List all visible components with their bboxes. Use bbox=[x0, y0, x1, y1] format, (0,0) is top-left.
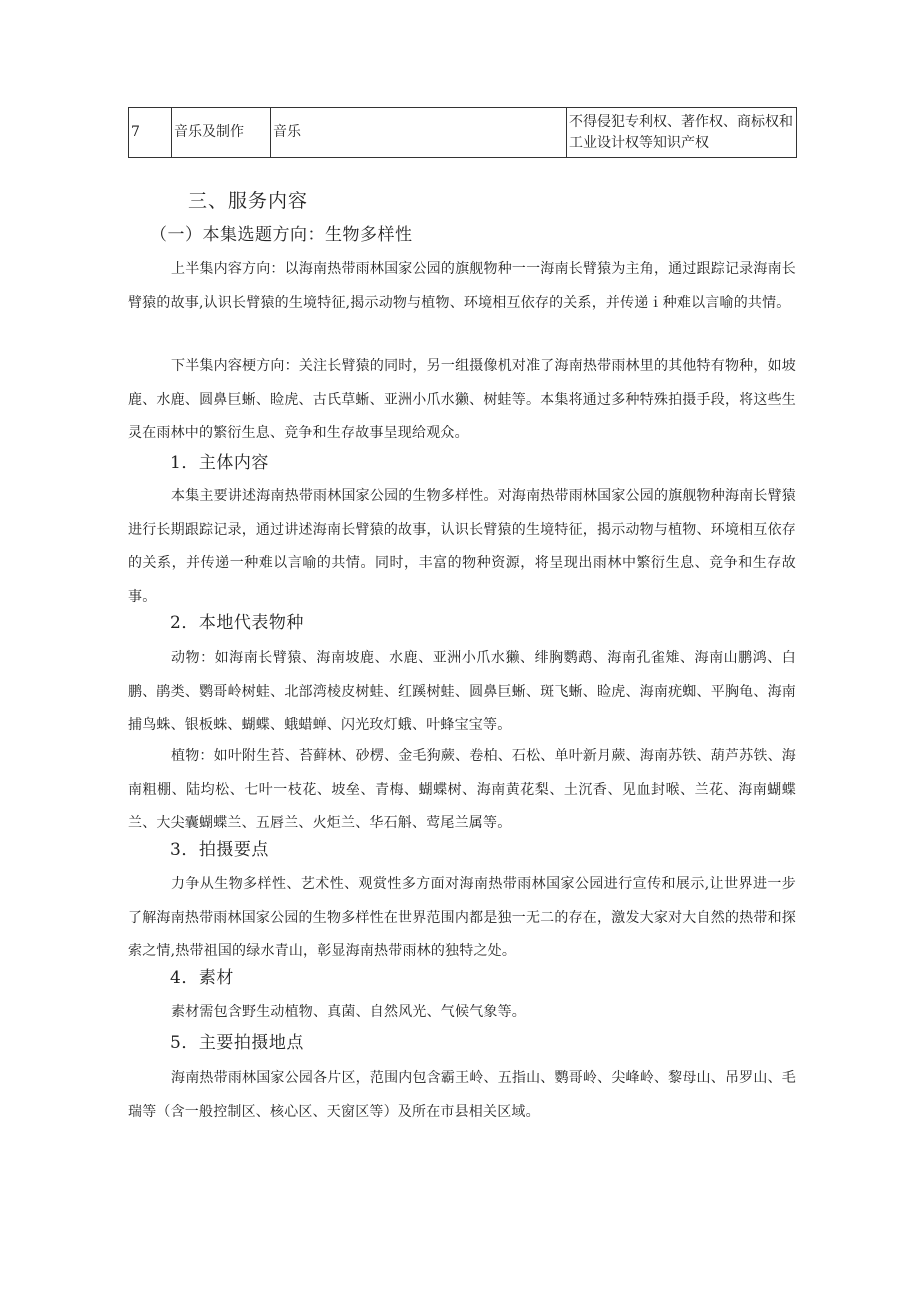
item-heading-local-species: 2．本地代表物种 bbox=[170, 613, 304, 633]
item-heading-main-content: 1．主体内容 bbox=[170, 453, 269, 473]
item-heading-locations: 5．主要拍摄地点 bbox=[170, 1033, 304, 1053]
intro-paragraph-second-half: 下半集内容梗方向：关注长臂猿的同时，另一组摄像机对准了海南热带雨林里的其他特有物种，如坡鹿、水鹿、圆鼻巨蜥、睑虎、古氏草蜥、亚洲小爪水獭、树蛙等。本集将通过多种特殊拍摄手段，将这些生灵在雨林中的繁衍生息、竞争和生存故事呈现给观众。 bbox=[128, 358, 796, 441]
subsection-title: （一）本集选题方向：生物多样性 bbox=[150, 225, 413, 245]
ip-requirements-table bbox=[128, 107, 797, 158]
section-title: 三、服务内容 bbox=[188, 190, 309, 212]
table-row bbox=[129, 108, 797, 158]
locations-paragraph: 海南热带雨林国家公园各片区，范围内包含霸王岭、五指山、鹦哥岭、尖峰岭、黎母山、吊罗山、毛瑞等（含一般控制区、核心区、天窗区等）及所在市县相关区域。 bbox=[128, 1070, 796, 1120]
intro-paragraph-first-half: 上半集内容方向：以海南热带雨林国家公园的旗舰物种一一海南长臂猿为主角，通过跟踪记录海南长臂猿的故事,认识长臂猿的生境特征,揭示动物与植物、环境相互依存的关系，并传递ｉ种难以言喻的共情。 bbox=[128, 261, 796, 311]
animals-paragraph: 动物：如海南长臂猿、海南坡鹿、水鹿、亚洲小爪水獭、绯胸鹦鹉、海南孔雀雉、海南山鹏鸿、白鹏、鹃类、鹦哥岭树蛙、北部湾棱皮树蛙、红蹊树蛙、圆鼻巨蜥、斑飞蜥、睑虎、海南疣蜘、平胸龟、海南捕鸟蛛、银板蛛、蝴蝶、蛾蜡蝉、闪光玫灯蛾、叶蜂宝宝等。 bbox=[128, 650, 796, 733]
requirement-cell: 不得侵犯专利权、著作权、商标权和工业设计权等知识产权 bbox=[567, 108, 797, 158]
materials-paragraph: 素材需包含野生动植物、真菌、自然风光、气候气象等。 bbox=[171, 1004, 526, 1020]
main-content-paragraph: 本集主要讲述海南热带雨林国家公园的生物多样性。对海南热带雨林国家公园的旗舰物种海南长臂猿进行长期跟踪记录，通过讲述海南长臂猿的故事，认识长臂猿的生境特征，揭示动物与植物、环境相互依存的关系，并传递一种难以言喻的共情。同时，丰富的物种资源，将呈现出雨林中繁衍生息、竞争和生存故事。 bbox=[128, 488, 796, 605]
row-number-cell: 7 bbox=[129, 108, 172, 158]
item-heading-shooting-points: 3．拍摄要点 bbox=[170, 840, 269, 860]
shooting-points-paragraph: 力争从生物多样性、艺术性、观赏性多方面对海南热带雨林国家公园进行宣传和展示,让世界进一步了解海南热带雨林国家公园的生物多样性在世界范围内都是独一无二的存在，激发大家对大自然的热带和探索之情,热带祖国的绿水青山，彰显海南热带雨林的独特之处。 bbox=[128, 876, 796, 959]
content-cell: 音乐 bbox=[271, 108, 567, 158]
item-heading-materials: 4．素材 bbox=[170, 968, 234, 988]
plants-paragraph: 植物：如叶附生苔、苔藓林、砂楞、金毛狗蕨、卷柏、石松、单叶新月蕨、海南苏铁、葫芦苏铁、海南粗棚、陆均松、七叶一枝花、坡垒、青梅、蝴蝶树、海南黄花梨、土沉香、见血封喉、兰花、海南蝴蝶兰、大尖囊蝴蝶兰、五唇兰、火炬兰、华石斛、莺尾兰属等。 bbox=[128, 748, 796, 831]
category-cell: 音乐及制作 bbox=[172, 108, 271, 158]
